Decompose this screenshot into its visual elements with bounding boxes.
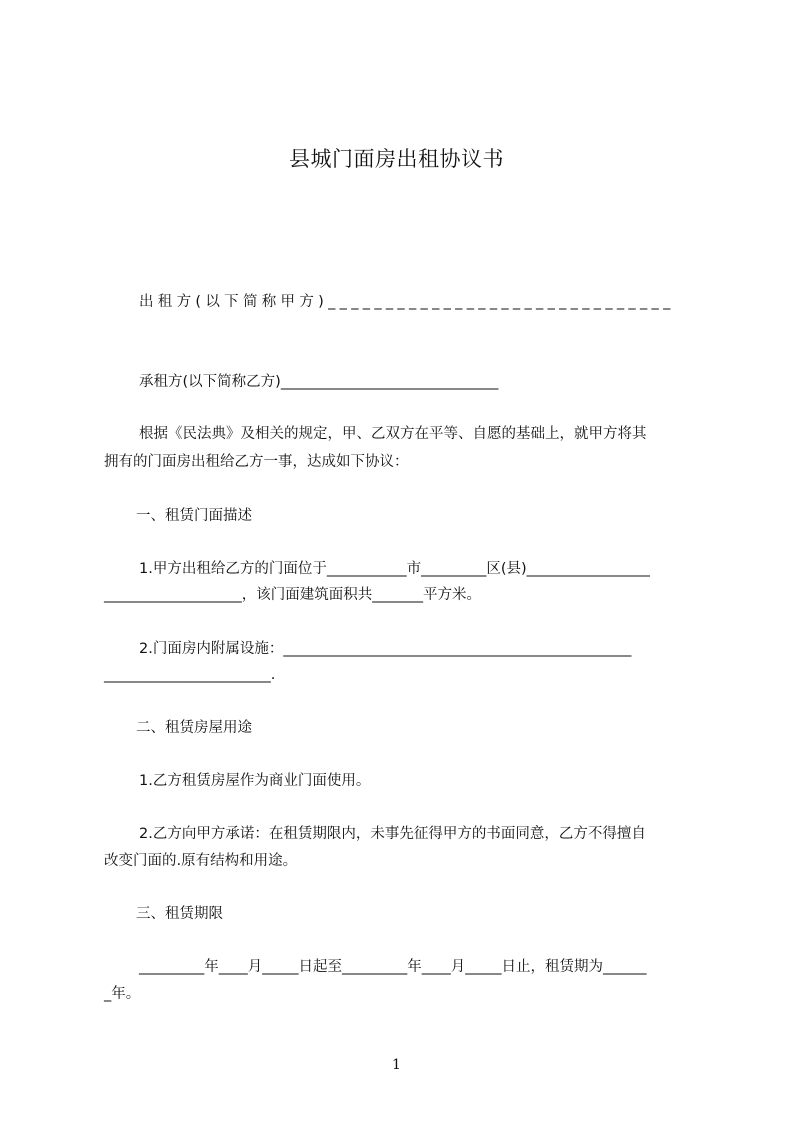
section-2-item-2-line-2: 改变门面的.原有结构和用途。 bbox=[104, 853, 298, 869]
section-1-heading: 一、租赁门面描述 bbox=[136, 508, 252, 524]
section-3-heading: 三、租赁期限 bbox=[136, 906, 223, 922]
section-1-item-2-line-2: _______________________. bbox=[104, 667, 276, 683]
section-1-item-1-line-1: 1.甲方出租给乙方的门面位于___________市_________区(县)_________________ bbox=[139, 561, 650, 577]
page-number: 1 bbox=[392, 1057, 401, 1073]
intro-paragraph-line-1: 根据《民法典》及相关的规定，甲、乙双方在平等、自愿的基础上，就甲方将其 bbox=[139, 426, 647, 442]
section-3-line-1: _________年____月_____日起至_________年____月_____日止，租赁期为______ bbox=[139, 959, 647, 975]
intro-paragraph-line-2: 拥有的门面房出租给乙方一事，达成如下协议： bbox=[104, 454, 409, 470]
section-1-item-2-line-1: 2.门面房内附属设施：________________________________________________ bbox=[139, 641, 632, 657]
section-2-heading: 二、租赁房屋用途 bbox=[136, 720, 252, 736]
section-2-item-1: 1.乙方租赁房屋作为商业门面使用。 bbox=[139, 773, 371, 789]
lessor-line: 出租方(以下简称甲方)______________________________ bbox=[139, 294, 675, 310]
document-title: 县城门面房出租协议书 bbox=[289, 147, 504, 171]
section-3-line-2: _年。 bbox=[104, 986, 141, 1002]
lessee-line: 承租方(以下简称乙方)______________________________ bbox=[139, 374, 499, 390]
section-2-item-2-line-1: 2.乙方向甲方承诺：在租赁期限内，未事先征得甲方的书面同意，乙方不得擅自 bbox=[139, 826, 646, 842]
section-1-item-1-line-2: ___________________，该门面建筑面积共_______平方米。 bbox=[104, 587, 481, 603]
